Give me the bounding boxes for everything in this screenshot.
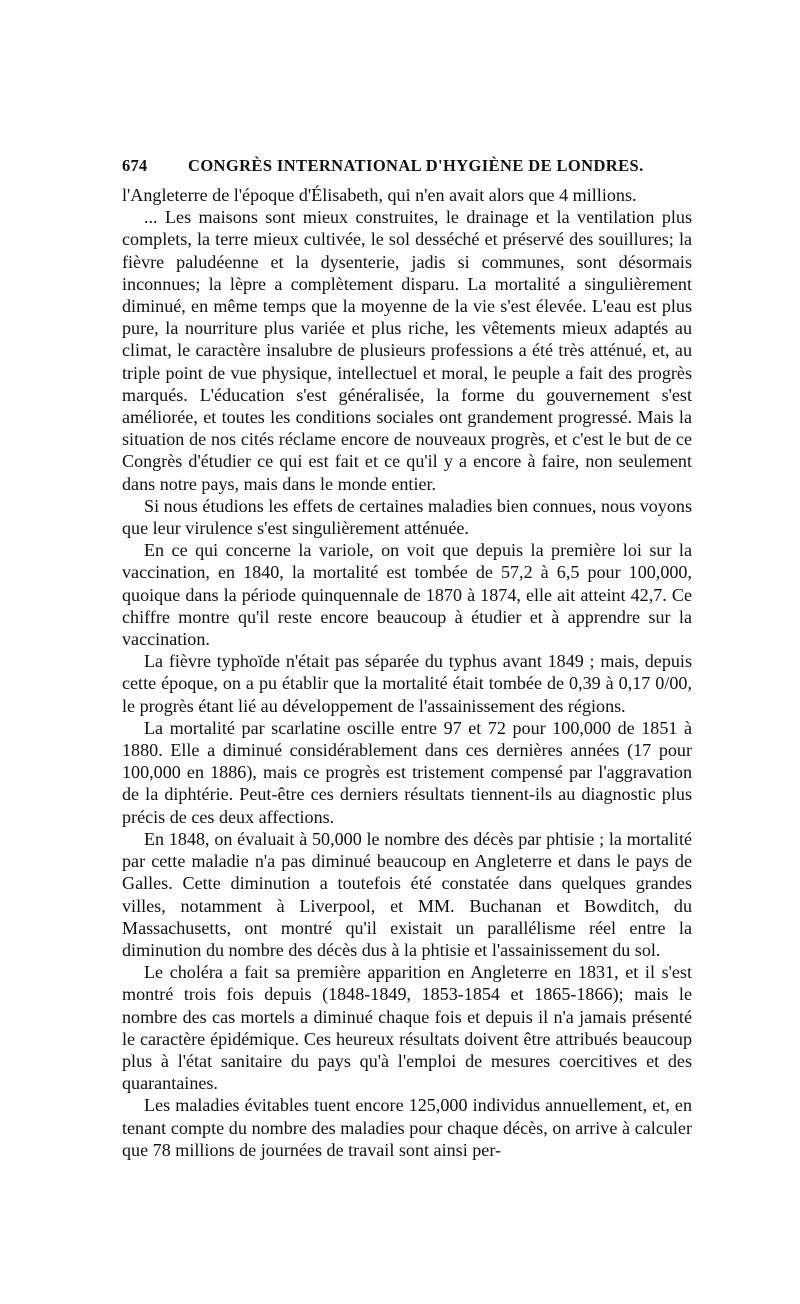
page-body [122,184,692,1161]
paragraph-scarlatine: La mortalité par scarlatine oscille entre 97 et 72 pour 100,000 de 1851 à 1880. Elle a diminué considérablement dans ces dernières années (17 pour 100,000 en 1886), mais ce progrès est tristement compensé par l'aggravation de la diphtérie. Peut-être ces derniers résultats tiennent-ils au diagnostic plus précis de ces deux affections. [122,717,692,827]
paragraph-variole: En ce qui concerne la variole, on voit que depuis la première loi sur la vaccination, en 1840, la mortalité est tombée de 57,2 à 6,5 pour 100,000, quoique dans la période quinquennale de 1870 à 1874, elle ait atteint 42,7. Ce chiffre montre qu'il reste encore beaucoup à étudier et à apprendre sur la vaccination. [122,540,692,650]
running-title: CONGRÈS INTERNATIONAL D'HYGIÈNE DE LONDRES. [188,156,644,175]
paragraph-progress: ... Les maisons sont mieux construites, le drainage et la ventilation plus complets, la terre mieux cultivée, le sol desséché et préservé des souillures; la fièvre paludéenne et la dysenterie, jadis si communes, sont désormais inconnues; la lèpre a complètement disparu. La mortalité a singulièrement diminué, en même temps que la moyenne de la vie s'est élevée. L'eau est plus pure, la nourriture plus variée et plus riche, les vêtements mieux adaptés au climat, le caractère insalubre de plusieurs professions a été très atténué, et, au triple point de vue physique, intellectuel et moral, le peuple a fait des progrès marqués. L'éducation s'est généralisée, la forme du gouvernement s'est améliorée, et toutes les conditions sociales ont grandement progressé. Mais la situation de nos cités réclame encore de nouveaux progrès, et c'est le but de ce Congrès d'étudier ce qui est fait et ce qu'il y a encore à faire, non seulement dans notre pays, mais dans le monde entier. [122,207,692,494]
book-page [122,156,692,1161]
paragraph-typhoide: La fièvre typhoïde n'était pas séparée du typhus avant 1849 ; mais, depuis cette époque, on a pu établir que la mortalité était tombée de 0,39 à 0,17 0/00, le progrès étant lié au développement de l'assainissement des régions. [122,651,692,716]
paragraph-cholera: Le choléra a fait sa première apparition en Angleterre en 1831, et il s'est montré trois fois depuis (1848-1849, 1853-1854 et 1865-1866); mais le nombre des cas mortels a diminué chaque fois et depuis il n'a jamais présenté le caractère épidémique. Ces heureux résultats doivent être attribués beaucoup plus à l'état sanitaire du pays qu'à l'emploi de mesures coercitives et des quarantaines. [122,962,692,1094]
paragraph-diseases: Si nous étudions les effets de certaines maladies bien connues, nous voyons que leur virulence s'est singulièrement atténuée. [122,495,692,539]
paragraph-phtisie: En 1848, on évaluait à 50,000 le nombre des décès par phtisie ; la mortalité par cette maladie n'a pas diminué beaucoup en Angleterre et dans le pays de Galles. Cette diminution a toutefois été constatée dans quelques grandes villes, notamment à Liverpool, et MM. Buchanan et Bowditch, du Massachusetts, ont montré qu'il existait un parallélisme réel entre la diminution du nombre des décès dus à la phtisie et l'assainissement du sol. [122,828,692,960]
paragraph-maladies-evitables: Les maladies évitables tuent encore 125,000 individus annuellement, et, en tenant compte du nombre des maladies pour chaque décès, on arrive à calculer que 78 millions de journées de travail sont ainsi per- [122,1095,692,1160]
page-number: 674 [122,156,148,175]
running-header [122,156,692,184]
paragraph-continuation: l'Angleterre de l'époque d'Élisabeth, qui n'en avait alors que 4 millions. [122,185,637,205]
